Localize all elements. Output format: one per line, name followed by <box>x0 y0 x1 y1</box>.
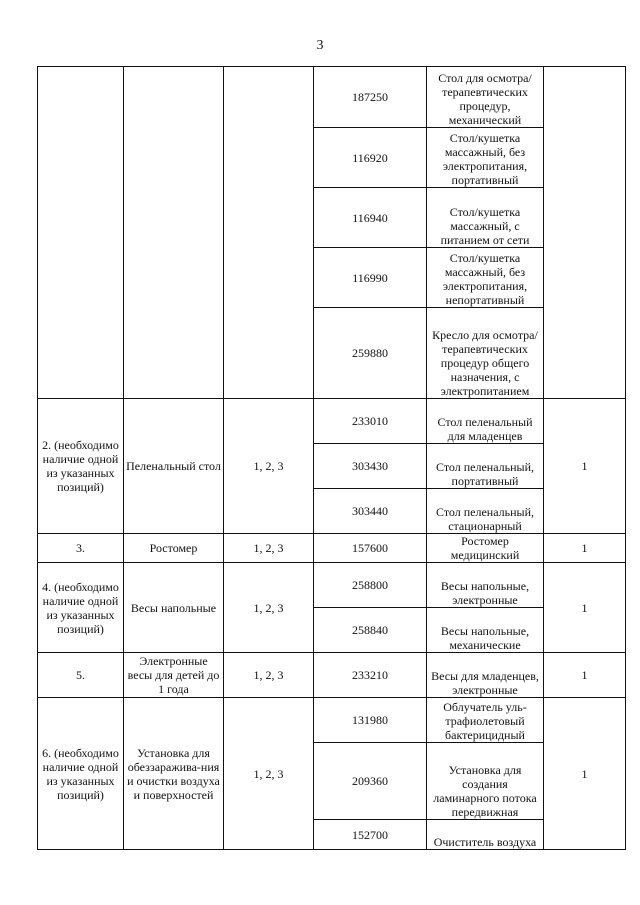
code-cell: 116920 <box>314 128 427 188</box>
code-cell: 131980 <box>314 698 427 743</box>
quantity-cell: 1 <box>544 653 626 698</box>
table-row <box>38 67 626 128</box>
quantity-cell: 1 <box>544 399 626 534</box>
item-name-cell: Ростомер медицинский <box>427 534 544 563</box>
code-cell: 258840 <box>314 608 427 653</box>
table-row <box>38 698 626 743</box>
code-cell: 157600 <box>314 534 427 563</box>
equipment-type-cell: Установка для обеззаражива-ния и очистки воздуха и поверхностей <box>124 698 224 850</box>
quantity-cell: 1 <box>544 563 626 653</box>
item-name-cell: Стол пеленальный для младенцев <box>427 399 544 444</box>
standard-cell: 1, 2, 3 <box>224 399 314 534</box>
code-cell: 258800 <box>314 563 427 608</box>
item-name-cell: Очиститель воздуха <box>427 820 544 850</box>
code-cell: 303440 <box>314 489 427 534</box>
page-number: 3 <box>316 38 324 53</box>
code-cell: 233010 <box>314 399 427 444</box>
item-name-cell: Стол/кушетка массажный, без электропитания, портативный <box>427 128 544 188</box>
code-cell: 303430 <box>314 444 427 489</box>
equipment-type-cell: Ростомер <box>124 534 224 563</box>
item-name-cell: Весы для младенцев, электронные <box>427 653 544 698</box>
code-cell: 116940 <box>314 188 427 248</box>
row-number-cell: 4. (необходимо наличие одной из указанных позиций) <box>38 563 124 653</box>
standard-cell: 1, 2, 3 <box>224 698 314 850</box>
quantity-cell: 1 <box>544 698 626 850</box>
code-cell: 233210 <box>314 653 427 698</box>
quantity-cell: 1 <box>544 534 626 563</box>
code-cell: 259880 <box>314 308 427 399</box>
item-name-cell: Стол/кушетка массажный, с питанием от сети <box>427 188 544 248</box>
equipment-type-cell: Электронные весы для детей до 1 года <box>124 653 224 698</box>
code-cell: 116990 <box>314 248 427 308</box>
row-number-cell <box>38 67 124 399</box>
item-name-cell: Стол пеленальный, стационарный <box>427 489 544 534</box>
equipment-table <box>37 66 626 850</box>
item-name-cell: Облучатель уль-трафиолетовый бактерицидный <box>427 698 544 743</box>
code-cell: 209360 <box>314 743 427 820</box>
item-name-cell: Установка для создания ламинарного потока передвижная <box>427 743 544 820</box>
table-row <box>38 563 626 608</box>
standard-cell <box>224 67 314 399</box>
code-cell: 187250 <box>314 67 427 128</box>
equipment-type-cell: Весы напольные <box>124 563 224 653</box>
table-row <box>38 534 626 563</box>
row-number-cell: 3. <box>38 534 124 563</box>
equipment-type-cell <box>124 67 224 399</box>
table-row <box>38 399 626 444</box>
item-name-cell: Весы напольные, механические <box>427 608 544 653</box>
item-name-cell: Стол для осмотра/ терапевтических процедур, механический <box>427 67 544 128</box>
code-cell: 152700 <box>314 820 427 850</box>
row-number-cell: 2. (необходимо наличие одной из указанных позиций) <box>38 399 124 534</box>
standard-cell: 1, 2, 3 <box>224 653 314 698</box>
item-name-cell: Весы напольные, электронные <box>427 563 544 608</box>
item-name-cell: Кресло для осмотра/ терапевтических процедур общего назначения, с электропитанием <box>427 308 544 399</box>
row-number-cell: 6. (необходимо наличие одной из указанных позиций) <box>38 698 124 850</box>
quantity-cell <box>544 67 626 399</box>
item-name-cell: Стол пеленальный, портативный <box>427 444 544 489</box>
equipment-type-cell: Пеленальный стол <box>124 399 224 534</box>
row-number-cell: 5. <box>38 653 124 698</box>
item-name-cell: Стол/кушетка массажный, без электропитания, непортативный <box>427 248 544 308</box>
standard-cell: 1, 2, 3 <box>224 563 314 653</box>
standard-cell: 1, 2, 3 <box>224 534 314 563</box>
table-row <box>38 653 626 698</box>
